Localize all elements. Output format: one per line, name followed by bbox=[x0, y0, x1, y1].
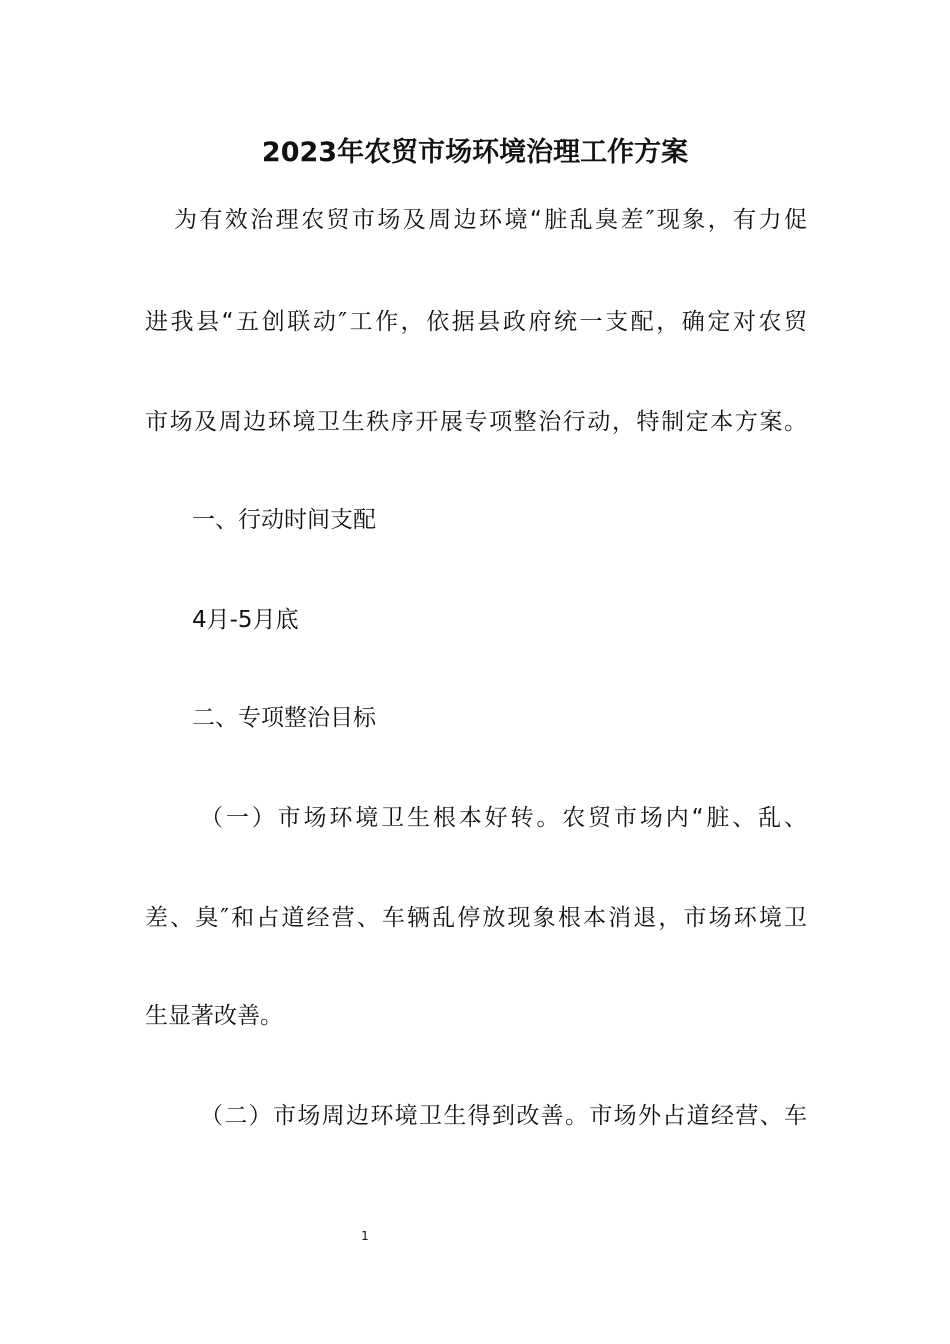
section-heading-1: 一、行动时间支配 bbox=[192, 507, 376, 533]
paragraph-line-1: 为有效治理农贸市场及周边环境“脏乱臭差″现象，有力促 bbox=[174, 207, 807, 233]
time-value: 4月-5月底 bbox=[192, 607, 299, 633]
paragraph-line-9: 生显著改善。 bbox=[145, 1003, 283, 1029]
paragraph-line-7: （一）市场环境卫生根本好转。农贸市场内“脏、乱、 bbox=[200, 805, 807, 831]
paragraph-line-3: 市场及周边环境卫生秩序开展专项整治行动，特制定本方案。 bbox=[145, 409, 807, 435]
paragraph-line-2: 进我县“五创联动″工作，依据县政府统一支配，确定对农贸 bbox=[145, 309, 807, 335]
page-number: 1 bbox=[361, 1229, 369, 1243]
section-heading-2: 二、专项整治目标 bbox=[192, 705, 376, 731]
document-title: 2023年农贸市场环境治理工作方案 bbox=[261, 137, 689, 168]
paragraph-line-8: 差、臭″和占道经营、车辆乱停放现象根本消退，市场环境卫 bbox=[145, 905, 807, 931]
paragraph-line-10: （二）市场周边环境卫生得到改善。市场外占道经营、车 bbox=[200, 1103, 807, 1129]
